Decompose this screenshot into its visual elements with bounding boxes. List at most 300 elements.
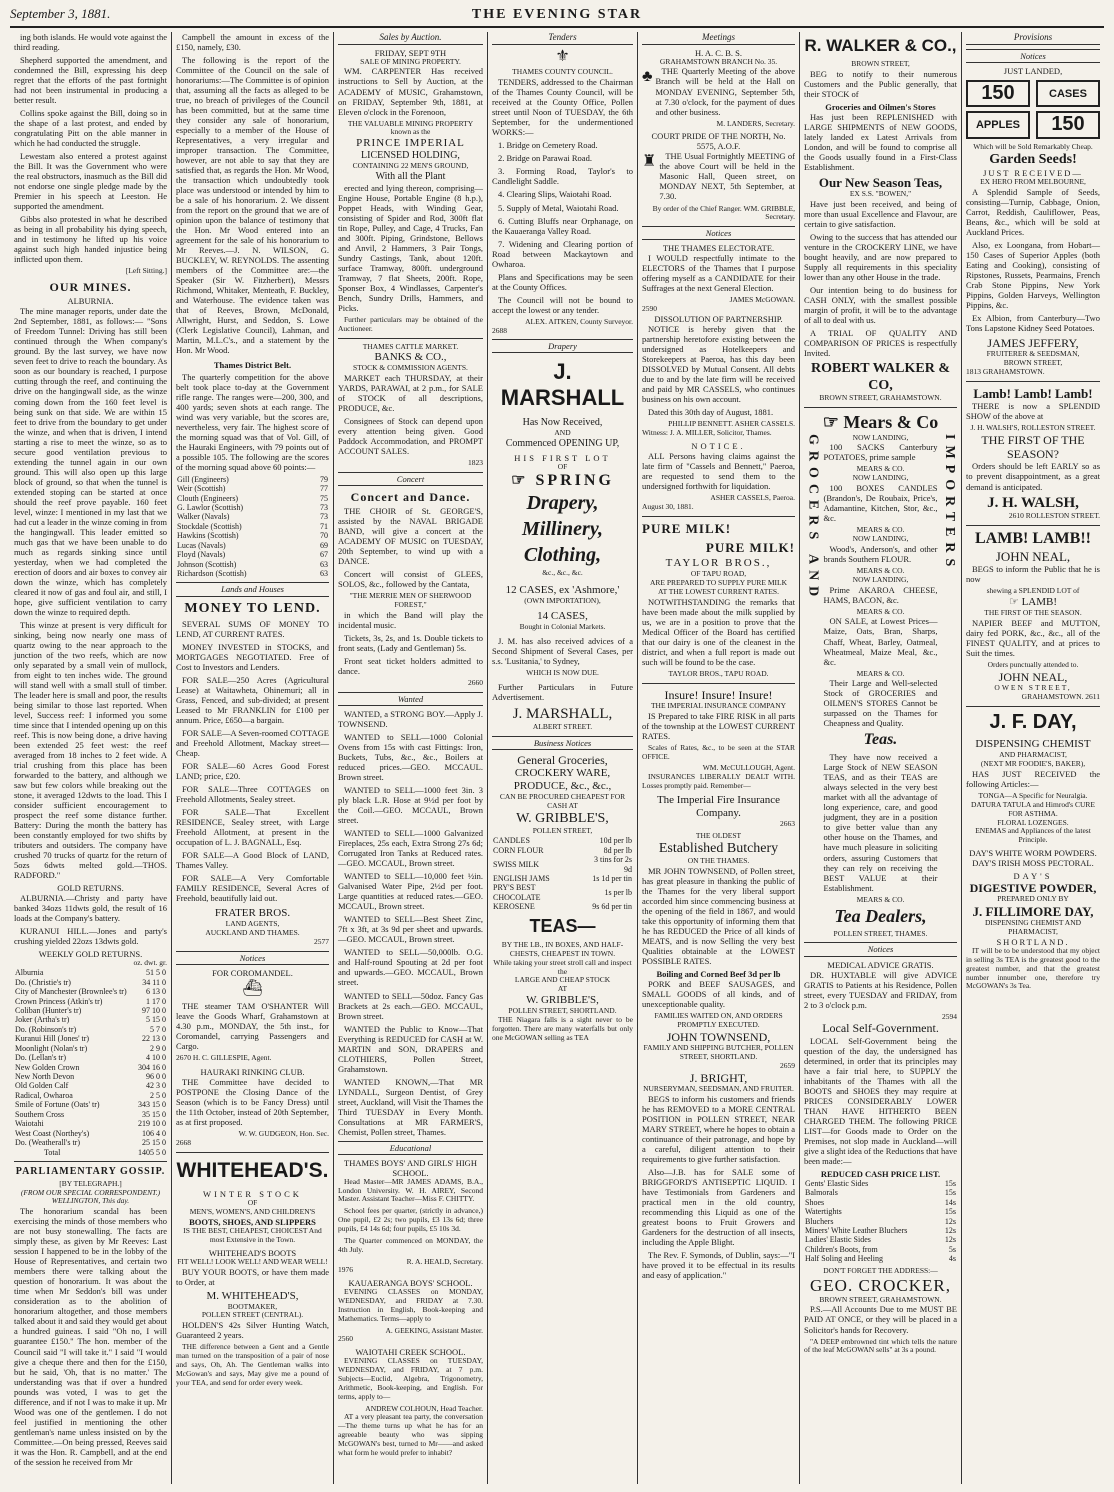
showing: shewing a SPLENDID LOT of <box>986 586 1080 596</box>
day-heading: J. F. DAY, <box>989 710 1077 733</box>
cell-value: 22 13 0 <box>142 1034 166 1044</box>
price-row <box>492 836 633 845</box>
gold-row <box>14 987 167 996</box>
neal2: JOHN NEAL, <box>998 669 1068 684</box>
neal-heading: JOHN NEAL, <box>995 548 1071 564</box>
column-2 <box>172 32 334 1484</box>
witness: Witness: J. A. MILLER, Solicitor, Thames. <box>642 427 772 437</box>
ad-text: LOCAL Self-Government being the question of the day, the undersigned has determined, in order that its principles may have a fair trial here, to SUPPLY the inhabitants of the Thames with all the BOOTS and SHOES they may require at PRICES CONSIDERABLY LOWER THAN HAVE HITHERTO BEEN CHARGED THEM. The following PRICE LIST—for Goods made to Order on the Premises, not slop made in Auckland—will give a slight idea of the Reductions that have been made:— <box>804 1035 957 1166</box>
frater-name: FRATER BROS. <box>214 907 291 920</box>
wanted-ad: WANTED to SELL—50doz. Fancy Gas Brackets at 2s each.—GEO. MCCAUL, Brown street. <box>338 990 483 1021</box>
ad-text: J. M. has also received advices of a Second Shipment of Several Cases, per s.s. 'Lusitania,' to Sydney, <box>492 635 633 666</box>
business-section: Business Notices <box>492 736 633 750</box>
vertical-grocers: GROCERS AND <box>805 433 821 602</box>
cell-label: Waiotahi <box>15 1119 44 1129</box>
marshall-footer: J. MARSHALL, <box>512 705 613 722</box>
works-item: 6. Cutting Bluffs near Orphanage, on the Kauaeranga Valley Road. <box>492 215 633 236</box>
ad-sign: A. GEEKING, Assistant Master. <box>385 1325 483 1335</box>
tea-dealers: Tea Dealers, <box>834 906 927 927</box>
ad-text: Dated this 30th day of August, 1881. <box>648 407 774 418</box>
cell-value: 10d per lb <box>599 836 632 846</box>
teas-line: While taking your street stroll call and inspect the <box>493 957 632 976</box>
cell-value: 97 10 0 <box>142 1005 166 1015</box>
article-text: Gibbs also protested in what he described as being in all probability his dying speech, and in testimony he lifted up his voice against such high handed injustice being inflicted upon them. <box>14 214 167 265</box>
cell-value: 15s <box>944 1188 956 1198</box>
ad-text: I WOULD respectfully intimate to the ELECTORS of the Thames that I purpose offering myself as a CANDIDATE for their Suffrages at the next General Election. <box>642 253 795 294</box>
works-list <box>492 140 633 268</box>
cell-label: Stockdale (Scottish) <box>177 521 242 531</box>
cell-value: 67 <box>320 550 328 560</box>
garden-seeds: Garden Seeds! <box>989 151 1077 167</box>
price-row <box>804 1179 957 1188</box>
bright-sub: NURSERYMAN, SEEDSMAN, AND FRUITER. <box>643 1083 794 1093</box>
ad-text: in which the Band will play the incidental music. <box>338 610 483 631</box>
shortland: POLLEN STREET, SHORTLAND. <box>508 1006 617 1016</box>
ad-text: erected and lying thereon, comprising—Engine House, Portable Engine (8 h.p.), Poppet Heads, with Winding Gear, consisting of Spider and Rod, 300ft flat tin Rope, Pulley, and Cage, 4 Trucks, Fan and 300ft. Piping, Grindstone, Bellows and Anvil, 2 Hammers, 3 Pair Tongs, Sundry Castings, Tank, about 120ft. surface Tramway, 800ft. underground Tramway, 7 flat Sheets, 200ft. Rope, Sponser Box, 4 Windlasses, Carpenter's Bench, Sundry Drills, Hammers, and Picks. <box>338 182 483 313</box>
column-4 <box>488 32 638 1484</box>
lands-section: Lands and Houses <box>176 582 329 596</box>
imperial-co: THE IMPERIAL INSURANCE COMPANY <box>650 700 787 710</box>
gribble-footer: W. GRIBBLE'S, <box>526 994 599 1007</box>
wanted-section: Wanted <box>338 692 483 706</box>
cell-label: Clouth (Engineers) <box>177 493 239 503</box>
ad-text: IT will be to be understood that my object in selling 3s TEA is the greatest good to the greatest number, and that the greatest number innumber one, therefore try McGOWAN's 3s Tea. <box>966 946 1100 991</box>
cell-value: 75 <box>320 493 328 503</box>
first2: THE FIRST OF THE SEASON. <box>984 608 1082 618</box>
cell-label: PRY'S BEST CHOCOLATE <box>493 883 541 902</box>
ex-hero: EX HERO FROM MELBOURNE, <box>980 177 1086 187</box>
gold-row <box>14 1034 167 1043</box>
ad-sign: JAMES McGOWAN. <box>729 295 795 305</box>
mears-sign: MEARS & CO. <box>856 894 905 904</box>
ad-text: THE CHOIR of St. GEORGE'S, assisted by the NAVAL BRIGADE BAND, will give a concert at the ACADEMY OF MUSIC on TUESDAY, 20th September, to wind up with a DANCE. <box>338 506 483 567</box>
at-text: AT <box>557 984 568 994</box>
cell-label: Half Soling and Heeling <box>805 1254 883 1264</box>
families: FAMILIES WAITED ON, AND ORDERS PROMPTLY EXECUTED. <box>654 1011 783 1029</box>
wanted-ad: WANTED the Public to Know—That Everything is REDUCED for CASH at W. MARTIN and SON, DRAPERS and CLOTHIERS, Pollen Street, Grahamstown. <box>338 1023 483 1074</box>
column-5 <box>638 32 800 1484</box>
cell-value: 304 16 0 <box>138 1062 166 1072</box>
ad-text: NOTICE is hereby given that the partnership heretofore existing between the undersigned as Hotelkeepers and Storekeepers at Paeroa, has this day been DISSOLVED by Mutual Consent. All debts due to and by the late firm will be received and paid by MR CASSELS, who continues business on his own account. <box>642 323 795 405</box>
cell-value: 14s <box>944 1197 956 1207</box>
concert-section: Concert <box>338 472 483 486</box>
cell-label: Alburnia <box>15 968 44 978</box>
hacbs: H. A. C. B. S. <box>695 47 742 58</box>
article-text: ALBURNIA.—Christy and party have banked 34ozs 11dwts gold, the result of 16 loads at the Company's battery. <box>14 893 167 924</box>
cell-value: 1 17 0 <box>146 996 166 1006</box>
crest-icon: ♜ <box>642 153 657 171</box>
total-label: Total <box>44 1147 61 1157</box>
gold-row <box>14 1053 167 1062</box>
cell-label: Weir (Scottish) <box>177 484 226 494</box>
ad-text: Ex Albion, from Canterbury—Two Tons Lapstone Kidney Seed Potatoes. <box>966 313 1100 334</box>
column-1 <box>10 32 172 1484</box>
price-row <box>804 1207 957 1216</box>
cell-label: Do. (Christie's tr) <box>15 977 71 987</box>
boot-prices <box>804 1179 957 1264</box>
score-row <box>176 541 329 550</box>
article-text: ing both islands. He would vote against the third reading. <box>14 32 167 53</box>
ad-text: Have just been received, and being of more than usual Excellence and Flavour, are certain to give satisfaction. <box>804 199 957 230</box>
court-heading: COURT PRIDE OF THE NORTH, No. 5575, A.O.F. <box>651 131 786 152</box>
ad-text: Plans and Specifications may be seen at the County Offices. <box>492 271 633 292</box>
ad-text: A Splendid Sample of Seeds, consisting—Turnip, Cabbage, Onion, Carrot, Reddish, Cauliflower, Peas, Beans, &c., which will be sold at Auckland Prices. <box>966 187 1100 238</box>
marshall-heading: J. MARSHALL <box>500 359 625 411</box>
cell-label: Kuranui Hill (Jones' tr) <box>15 1034 90 1044</box>
ad-text: Also—J.B. has for SALE some of BRIGGFORD'S ANTISEPTIC LIQUID. I have Testimonials from Gardeners and practical men in the old country, recommending this Liquid as one of the greatest boons to Fruit Growers and Gardeners for the destruction of all insects, including the Apple Blight. <box>642 1166 795 1247</box>
sales-by-auction-header: Sales by Auction. <box>338 32 483 45</box>
score-row <box>176 494 329 503</box>
cell-label: Do. (Weatherall's tr) <box>15 1138 80 1148</box>
score-row <box>176 484 329 493</box>
m-whitehead: M. WHITEHEAD'S, <box>206 1289 299 1302</box>
cell-value: 4 10 0 <box>146 1053 166 1063</box>
score-row <box>176 569 329 578</box>
cell-label: Gill (Engineers) <box>177 474 229 484</box>
branch: GRAHAMSTOWN BRANCH No. 35. <box>659 56 778 66</box>
bootmaker: BOOTMAKER, <box>227 1301 278 1311</box>
ad-sign: WM. McCULLOUGH, Agent. <box>702 763 795 773</box>
ad-number: 2688 <box>492 325 507 335</box>
notice-heading: NOTICE. <box>691 440 746 451</box>
cell-label: Joker (Artha's tr) <box>15 1015 70 1025</box>
gribble-prices <box>492 836 633 912</box>
school-heading: THAMES BOYS' AND GIRLS' HIGH SCHOOL. <box>344 1157 477 1178</box>
ad-text: MR JOHN TOWNSEND, of Pollen street, has great pleasure in thanking the public of the Thames for the very liberal support accorded him since commencing business at the opening of the field in 1867, and would take this opportunity of informing them that he has REDUCED the Price of all kinds of MEATS, and is now Selling the very best Qualities obtainable at the LOWEST POSSIBLE RATES. <box>642 865 795 967</box>
score-row <box>176 550 329 559</box>
cell-value: 51 5 0 <box>146 968 166 978</box>
price-row <box>804 1217 957 1226</box>
ad-number: 2660 <box>468 678 483 688</box>
ad-text: Further Particulars in Future Advertisement. <box>492 681 633 702</box>
ad-text: A TRIAL OF QUALITY AND COMPARISON OF PRICES is respectfully Invited. <box>804 328 957 359</box>
cell-value: 34 11 0 <box>142 977 166 987</box>
ad-sign: ANDREW COLHOUN, Head Teacher. <box>365 1403 483 1413</box>
cell-value: 73 <box>320 512 328 522</box>
jeffery-addr: BROWN STREET, <box>1003 358 1063 368</box>
townsend-heading: JOHN TOWNSEND, <box>666 1029 771 1044</box>
article-text: KURANUI HILL.—Jones and party's crushing yielded 22ozs 13dwts gold. <box>14 926 167 947</box>
box-cases: CASES <box>1036 80 1100 108</box>
pollen-thames: POLLEN STREET, THAMES. <box>833 928 928 938</box>
price-row <box>804 1226 957 1235</box>
ad-text: BUY YOUR BOOTS, or have them made to Order, at <box>176 1266 329 1287</box>
ad-text: THE Usual Fortnightly MEETING of the above Court will be held in the Masonic Hall, Queen street, on MONDAY NEXT, 5th September, at 7.30. <box>659 151 795 202</box>
box-150b: 150 <box>1036 111 1100 139</box>
ad-text: MONEY INVESTED in STOCKS, and MORTGAGES NEGOTIATED. Free of Cost to Investors and Lenders. <box>176 642 329 673</box>
ad-text: SEVERAL SUMS OF MONEY TO LEND, AT CURRENT RATES. <box>176 619 329 640</box>
total-value: 1405 5 0 <box>138 1147 166 1157</box>
walker-heading: R. WALKER & CO., <box>804 36 957 55</box>
cell-value: 219 10 0 <box>138 1119 166 1129</box>
cell-value: 69 <box>320 540 328 550</box>
parl-gossip-heading: PARLIAMENTARY GOSSIP. <box>15 1165 166 1177</box>
cell-value: 35 15 0 <box>142 1109 166 1119</box>
left-sitting: [Left Sitting.] <box>125 266 167 276</box>
ad-sign: 2670 H. C. GILLESPIE, Agent. <box>176 1052 272 1062</box>
weekly-gold-units: oz. dwt. gr. <box>133 958 167 968</box>
with-plant: With all the Plant <box>375 170 446 182</box>
score-row <box>176 475 329 484</box>
ad-sign: ALEX. AITKEN, County Surveyor. <box>525 316 633 326</box>
commenced: Commenced OPENING UP, <box>505 437 620 449</box>
cell-value: 73 <box>320 502 328 512</box>
gribble-heading: W. GRIBBLE'S, <box>516 810 609 826</box>
walsh-sub: 2610 ROLLESTON STREET. <box>1008 511 1100 521</box>
article-text: Lewestam also entered a protest against the Bill. It was the Government who were the real obstructors, inasmuch as the Bill did not endorse one single pledge made by the Premier in his speech at Leeston. He supported the amendment. <box>14 151 167 212</box>
cell-value: 12s <box>944 1235 956 1245</box>
gold-row <box>14 1119 167 1128</box>
weekly-gold-heading: WEEKLY GOLD RETURNS. <box>38 949 143 960</box>
cell-label: G. Lawlor (Scottish) <box>177 502 243 512</box>
concert-cantata: "THE MERRIE MEN OF SHERWOOD FOREST," <box>349 591 472 610</box>
cell-label: Balmorals <box>805 1188 838 1198</box>
pointing-hand-icon: ☞ <box>822 412 844 433</box>
landing: NOW LANDING, <box>852 432 909 442</box>
ad-text: THE Committee have decided to POSTPONE the Closing Dance of the Season (which is to be Fancy Dress) until the 11th October, instead of 20th September, as at first proposed. <box>176 1076 329 1127</box>
ad-text: "A DEEP embrowned tint which tells the nature of the leaf McGOWAN sells" at 3s a pound. <box>804 1336 957 1355</box>
just-received: JUST RECEIVED— <box>983 168 1083 179</box>
gold-row <box>14 1081 167 1090</box>
current-rates: AT THE LOWEST CURRENT RATES. <box>658 586 779 596</box>
ad-text: PORK and BEEF SAUSAGES, and SMALL GOODS of all kinds, and of unexceptionable quality. <box>642 979 795 1010</box>
stock-agents: STOCK & COMMISSION AGENTS. <box>353 363 468 373</box>
wanted-ad: WANTED to SELL—10,000 feet ½in. Galvanised Water Pipe, 2½d per foot. Large quantities at reduced rates.—GEO. MCCAUL, Brown street. <box>338 871 483 912</box>
ad-text: ON SALE, at Lowest Prices—Maize, Oats, Bran, Sharps, Chaff, Wheat, Barley, Oatmeal, Wheatmeal, Maize Meal, &c., &c. <box>823 616 938 667</box>
mears-sign: MEARS & CO. <box>856 668 905 678</box>
ad-sign: PHILLIP BENNETT. ASHER CASSELS. <box>668 419 795 429</box>
cell-label: New North Devon <box>15 1072 75 1082</box>
prepared: PREPARED ONLY BY <box>997 894 1069 904</box>
gold-row <box>14 1015 167 1024</box>
belt-heading: Thames District Belt. <box>213 359 292 370</box>
notices-section: Notices <box>176 951 329 965</box>
cell-value: 343 15 0 <box>138 1100 166 1110</box>
wanted-ads <box>338 709 483 1137</box>
cell-value: 63 <box>320 569 328 579</box>
cell-label: Miners' White Leather Bluchers <box>805 1225 908 1235</box>
enemas: ENEMAS and Appliances of the latest Principle. <box>975 826 1091 845</box>
weekly-gold-total <box>14 1148 167 1157</box>
prince-imperial: PRINCE IMPERIAL <box>356 137 465 150</box>
kaua-heading: KAUAERANGA BOYS' SCHOOL. <box>348 1278 473 1289</box>
ad-text: Also, ex Loongana, from Hobart—150 Cases of Superior Apples (both Eating and Cooking), consisting of Ripstones, Russets, Pearmains, French Crab Stone Pippins, New York Pippins, Golden Harveys, Wellington Pippins, &c. <box>966 240 1100 311</box>
ad-text: THE Quarterly Meeting of the above Branch will be held at the Hall on MONDAY EVENING, September 5th, at 7.30 o'clock, for the payment of dues and other business. <box>655 66 795 117</box>
ad-text: INSURANCES LIBERALLY DEALT WITH. Losses promptly paid. Remember— <box>642 772 795 791</box>
ad-text: Our intention being to do business for CASH ONLY, with the smallest possible margin of profit, it will be to the advantage of all to deal with us. <box>804 285 957 326</box>
ad-text: Front seat ticket holders admitted to dance. <box>338 656 483 677</box>
landing: NOW LANDING, <box>852 473 909 483</box>
cell-label: ENGLISH JAMS <box>493 874 550 884</box>
disp2: DISPENSING CHEMIST AND PHARMACIST, <box>984 918 1082 937</box>
for-sale-ad: FOR SALE—That Excellent RESIDENCE, Sealey street, with Large Freehold Allotment, at present in the occupation of L. J. BAGNALL, Esq. <box>176 807 329 848</box>
correspondent-line: (FROM OUR SPECIAL CORRESPONDENT.) WELLINGTON, This day. <box>20 1187 161 1206</box>
gold-row <box>14 1025 167 1034</box>
cell-label: CANDLES <box>493 836 530 846</box>
electorate-heading: THE THAMES ELECTORATE. <box>662 243 775 254</box>
cell-value: 5 15 0 <box>146 1015 166 1025</box>
column-6 <box>800 32 962 1484</box>
local-gov-heading: Local Self-Government. <box>822 1021 939 1036</box>
robert-walker: ROBERT WALKER & CO, <box>810 361 951 393</box>
article-text: Campbell the amount in excess of the £150, namely, £30. <box>176 32 329 53</box>
fillimore: J. FILLIMORE DAY, <box>972 904 1094 920</box>
gold-row <box>14 1100 167 1109</box>
spring-heading <box>492 472 633 491</box>
wanted-ad: WANTED to SELL—1000 Colonial Ovens from 15s with cast Fittings: Iron, Buckets, Tubs, &c., &c., Boilers at reduced prices.—GEO. MCCAUL. Brown street. <box>338 732 483 783</box>
auction-date: FRIDAY, SEPT 9TH <box>374 47 447 58</box>
telegraph-tag: [BY TELEGRAPH.] <box>59 1178 122 1188</box>
ad-text: Owing to the success that has attended our venture in the CROCKERY LINE, we have bought heavily, and are now prepared to Supply all requirements in this speciality lower than any other House in the trade. <box>804 232 957 283</box>
coromandel-heading: FOR COROMANDEL. <box>212 967 293 978</box>
cell-label: SWISS MILK <box>493 859 540 869</box>
cell-value: 77 <box>320 484 328 494</box>
of-text: OF <box>557 461 568 471</box>
winter-line: MEN'S, WOMEN'S, AND CHILDREN'S <box>189 1207 316 1217</box>
bright-heading: J. BRIGHT, <box>689 1070 748 1085</box>
datura: DATURA TATULA and Himrod's CURE FOR ASTHMA. <box>971 799 1095 818</box>
punctual: Orders punctually attended to. <box>987 660 1079 669</box>
ad-text: Further particulars may be obtained of the Auctioneer. <box>338 314 483 333</box>
taylor-footer: TAYLOR BROS., TAPU ROAD. <box>668 668 769 678</box>
pollen-street: POLLEN STREET (CENTRAL). <box>201 1310 304 1320</box>
ad-text: Wood's, Anderson's, and other brands Southern FLOUR. <box>823 543 938 564</box>
score-row <box>176 531 329 540</box>
medical-heading: MEDICAL ADVICE GRATIS. <box>827 959 934 970</box>
cell-value: 2 9 0 <box>150 1043 166 1053</box>
groceries-heading: Groceries and Oilmen's Stores <box>825 101 936 112</box>
whitehead-boots: WHITEHEAD'S BOOTS <box>208 1247 297 1258</box>
banks-co: BANKS & CO., <box>374 351 447 364</box>
butchery-heading: Established Butchery <box>658 840 779 856</box>
colonial-markets: Bought in Colonial Markets. <box>519 621 606 631</box>
townsend-sub: FAMILY AND SHIPPING BUTCHER, POLLEN STREET, SHORTLAND. <box>643 1043 794 1061</box>
ad-number: 1976 <box>338 1265 353 1275</box>
ad-text: Has just been REPLENISHED with LARGE SHIPMENTS of NEW GOODS, lately landed ex Latest Arrivals from London, and will be found to comprise all the Goods usually found in a First-Class Establishment. <box>804 111 957 173</box>
wanted-ad: WANTED to SELL—1000 Galvanized Fireplaces, 25s each, Extra Strong 27s 6d; Corrugated Iron Tanks at Reduced rates.—GEO. MCCAUL, Brown street. <box>338 828 483 869</box>
cell-value: 12s <box>944 1225 956 1235</box>
ad-text: DR. HUXTABLE will give ADVICE GRATIS to Patients at his Residence, Pollen street, every TUESDAY and FRIDAY, from 2 to 3 o'clock p.m. <box>804 969 957 1010</box>
brown-street: BROWN STREET, <box>851 59 910 69</box>
ad-text: THERE is now a SPLENDID SHOW of the above at <box>966 401 1100 422</box>
ad-number: 2659 <box>780 1060 795 1070</box>
ad-text: Consignees of Stock can depend upon every attention being given. Good Paddock Accommodation, and PROMPT ACCOUNT SALES. <box>338 416 483 457</box>
gold-row <box>14 978 167 987</box>
cell-value: 42 3 0 <box>146 1081 166 1091</box>
ad-sign: M. LANDERS, Secretary. <box>716 118 795 128</box>
cell-label: Radical, Owharoa <box>15 1090 73 1100</box>
our-mines-heading: OUR MINES. <box>49 280 132 295</box>
landing: NOW LANDING, <box>852 534 909 544</box>
dissolution-heading: DISSOLUTION OF PARTNERSHIP. <box>654 313 783 324</box>
cell-value: 2 5 0 <box>150 1090 166 1100</box>
works-item: 5. Supply of Metal, Waiotahi Road. <box>498 202 619 213</box>
jeffery-sub: FRUITERER & SEEDSMAN, <box>986 349 1080 359</box>
article-text: This winze at present is very difficult for sinking, being now nearly one mass of quartz owing to the near approach to the junction of the two reefs, which are now only separated by a small vein of mullock, from eight to ten inches wide. The ground will stand well with a small stull of timber. The leader here is small and poor, the results being similar to those last reported. When level, Success reef: I informed you some time since that I intended opening up on this reef. This is now being done, a drive having been extended 25 feet west: the reef averaged from 18 inches to 2 feet wide. A trial crushing from this place has been forwarded to the battery, and although we saw but few colors while breaking out the stone, it averaged 12dwts to the load. This I consider sufficient encouragement to prospect the reef some distance further. Battery: During the month the battery has been constantly employed for two shifts by tributers and outsiders. The company have crushed 70 trucks of quartz for the return of 5ozs 6dwts melted gold.—THOS. RADFORD." <box>14 619 167 881</box>
cheapest-cash: CAN BE PROCURED CHEAPEST FOR CASH AT <box>499 792 626 811</box>
cell-label: Crown Princess (Atkin's tr) <box>15 996 103 1006</box>
cell-label: Bluchers <box>805 1216 834 1226</box>
walsh-heading: J. H. WALSH, <box>987 494 1079 511</box>
column-7 <box>962 32 1104 1484</box>
ad-text: IS Prepared to take FIRE RISK in all parts of the township at the LOWEST CURRENT RATES. <box>642 710 795 741</box>
rink-heading: HAURAKI RINKING CLUB. <box>200 1066 305 1077</box>
next-to: (NEXT MR FOODIE'S, BAKER), <box>980 759 1086 769</box>
cell-label: New Golden Crown <box>15 1062 80 1072</box>
general-groceries: General Groceries, <box>517 753 608 768</box>
gold-row <box>14 968 167 977</box>
waio-heading: WAIOTAHI CREEK SCHOOL. <box>355 1347 466 1358</box>
notices-section: Notices <box>804 942 957 956</box>
ad-text: Head Master—MR JAMES ADAMS, B.A., London University. W. H. AIREY, Second Master. Assistant Teacher—Miss F. CHITTY. <box>338 1176 483 1204</box>
lamb2-heading: LAMB! LAMB!! <box>975 530 1091 548</box>
robert-sub: BROWN STREET, GRAHAMSTOWN. <box>819 393 942 403</box>
article-text: Shepherd supported the amendment, and condemned the Bill, expressing his deep regret that the efforts of the past fortnight had not been instrumental in producing a better result. <box>14 55 167 106</box>
lamb-heading: Lamb! Lamb! Lamb! <box>973 385 1093 401</box>
ad-number: 2590 <box>642 304 657 314</box>
ad-text: MARKET each THURSDAY, at their YARDS, PARAWAI, at 2 p.m., for SALE of STOCK of all descriptions, PRODUCE, &c. <box>338 373 483 414</box>
ad-text: AT a very pleasant tea party, the conversation—The theme turns up what he has for an agreeable beauty who was sipping McGOWAN's best, turned to Mr——and asked what form he would prefer to inhabit? <box>338 1412 483 1457</box>
mears-sign: MEARS & CO. <box>856 606 905 616</box>
price-row <box>492 883 633 902</box>
owen-street: OWEN STREET, <box>994 683 1072 692</box>
produce: PRODUCE, &c., &c., <box>513 780 612 793</box>
mears-sign: MEARS & CO. <box>856 464 905 474</box>
for-sale-ad: FOR SALE—60 Acres Good Forest LAND; price, £20. <box>176 761 329 782</box>
money-lend-heading: MONEY TO LEND. <box>184 600 321 616</box>
mears-sign: MEARS & CO. <box>856 525 905 535</box>
his-first-lot: HIS FIRST LOT <box>514 452 611 463</box>
cell-label: Walker (Navals) <box>177 512 230 522</box>
wanted-ad: WANTED, a STRONG BOY.—Apply J. TOWNSEND. <box>338 709 483 730</box>
etc-text: &c., &c., &c. <box>542 568 583 578</box>
ad-text: The Rev. F. Symonds, of Dublin, says:—"I have proved it to be effectual in its results and easy of application." <box>642 1249 795 1280</box>
ad-text: BEG to notify to their numerous Customers and the Public generally, that their STOCK of <box>804 68 957 99</box>
cell-value: 96 0 0 <box>146 1072 166 1082</box>
score-row <box>176 522 329 531</box>
cell-value: 8d per lb <box>603 845 632 855</box>
cell-value: 25 15 0 <box>142 1138 166 1148</box>
milk-supply: ARE PREPARED TO SUPPLY PURE MILK <box>650 578 787 588</box>
gold-row <box>14 1129 167 1138</box>
cell-label: Do. (Robinson's tr) <box>15 1024 77 1034</box>
ad-text: TENDERS, addressed to the Chairman of the Thames County Council, will be received at the County Office, Pollen street until Noon of TUESDAY, the 6th September, for the undermentioned WORKS:— <box>492 77 633 138</box>
cell-value: 6 13 0 <box>146 987 166 997</box>
ad-sign: ASHER CASSELS, Paeroa. <box>710 492 795 502</box>
cell-label: Children's Boots, from <box>805 1244 878 1254</box>
for-sale-ad: FOR SALE—A Seven-roomed COTTAGE and Freehold Allotment, Mackay street—Cheap. <box>176 728 329 759</box>
score-row <box>176 503 329 512</box>
ad-text: P.S.—All Accounts Due to me MUST BE PAID AT ONCE, or they will be placed in a Solicitor's hands for Recovery. <box>804 1304 957 1335</box>
gold-row <box>14 1006 167 1015</box>
ad-number: 1823 <box>468 458 483 468</box>
of-text: OF <box>247 1198 258 1208</box>
column-3 <box>334 32 488 1484</box>
cell-label: Coliban (Hunter's tr) <box>15 1005 82 1015</box>
gold-returns-heading: GOLD RETURNS. <box>57 883 124 894</box>
tapu-road: OF TAPU ROAD, <box>690 569 747 579</box>
landing: NOW LANDING, <box>852 574 909 584</box>
cell-label: Smile of Fortune (Oats' tr) <box>15 1100 100 1110</box>
cell-value: 12s <box>944 1216 956 1226</box>
cell-value: 5 7 0 <box>150 1024 166 1034</box>
score-row <box>176 512 329 521</box>
ad-text: WM. CARPENTER Has received instructions to Sell by Auction, at the ACADEMY of MUSIC, Grahamstown, on FRIDAY, September 9th, 1881, at Eleven o'clock in the Forenoon, <box>338 66 483 117</box>
ad-number: 2668 <box>176 1137 191 1147</box>
teas-line: BY THE LB., IN BOXES, AND HALF-CHESTS, CHEAPEST IN TOWN. <box>501 940 624 958</box>
moss: DAY'S IRISH MOSS PECTORAL. <box>972 858 1094 869</box>
frater-loc: AUCKLAND AND THAMES. <box>205 928 300 938</box>
